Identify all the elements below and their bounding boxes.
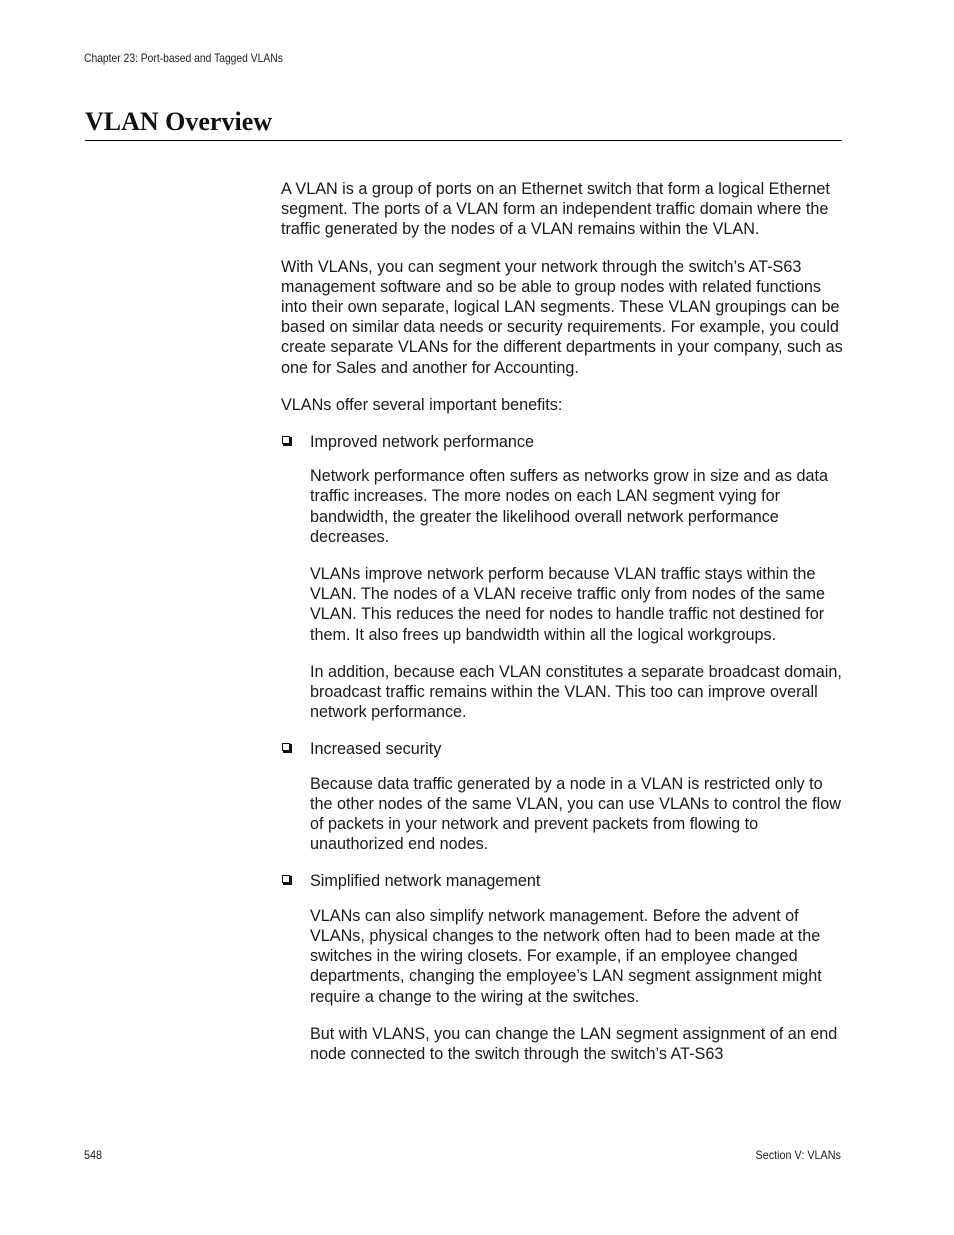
- intro-paragraph: With VLANs, you can segment your network through the switch’s AT-S63 management software and so be able to group nodes with related functions into their own separate, logical LAN segments. These VLAN groupings can be based on similar data needs or security requirements. For example, you could create separate VLANs for the different departments in your company, such as one for Sales and another for Accounting.: [281, 257, 843, 377]
- page-number: 548: [84, 1148, 103, 1162]
- body-content: [281, 179, 843, 1081]
- benefit-label: Improved network performance: [310, 433, 535, 452]
- benefit-paragraph: But with VLANS, you can change the LAN segment assignment of an end node connected to the switch through the switch’s AT-S63: [310, 1024, 838, 1063]
- benefit-paragraph: Because data traffic generated by a node in a VLAN is restricted only to the other nodes of the same VLAN, you can use VLANs to control the flow of packets in your network and prevent packets from flowing to unauthorized end nodes.: [310, 774, 841, 854]
- running-header: Chapter 23: Port-based and Tagged VLANs: [84, 51, 283, 65]
- checkbox-bullet-icon: [282, 875, 290, 883]
- footer-section-label: Section V: VLANs: [755, 1148, 841, 1162]
- benefit-bullet: [281, 871, 843, 891]
- benefit-paragraph: VLANs can also simplify network management. Before the advent of VLANs, physical changes to the network often had to been made at the switches in the wiring closets. For example, if an employee changed departments, changing the employee’s LAN segment assignment might require a change to the wiring at the switches.: [310, 906, 822, 1006]
- benefit-bullet: [281, 432, 843, 452]
- benefit-label: Simplified network management: [310, 872, 541, 891]
- section-title: VLAN Overview: [85, 107, 273, 136]
- intro-paragraph: A VLAN is a group of ports on an Ethernet switch that form a logical Ethernet segment. The ports of a VLAN form an independent traffic domain where the traffic generated by the nodes of a VLAN remains within the VLAN.: [281, 180, 830, 239]
- benefit-label: Increased security: [310, 740, 442, 759]
- benefit-paragraph: Network performance often suffers as networks grow in size and as data traffic increases. The more nodes on each LAN segment vying for bandwidth, the greater the likelihood overall network performance decreases.: [310, 467, 828, 546]
- benefit-paragraph: VLANs improve network perform because VLAN traffic stays within the VLAN. The nodes of a VLAN receive traffic only from nodes of the same VLAN. This reduces the need for nodes to handle traffic not destined for them. It also frees up bandwidth within all the logical workgroups.: [310, 565, 825, 644]
- intro-paragraph: VLANs offer several important benefits:: [281, 395, 563, 414]
- checkbox-bullet-icon: [282, 436, 290, 444]
- benefit-paragraph: In addition, because each VLAN constitutes a separate broadcast domain, broadcast traffic remains within the VLAN. This too can improve overall network performance.: [310, 662, 842, 722]
- title-rule: [85, 140, 842, 141]
- checkbox-bullet-icon: [282, 743, 290, 751]
- benefit-bullet: [281, 739, 843, 759]
